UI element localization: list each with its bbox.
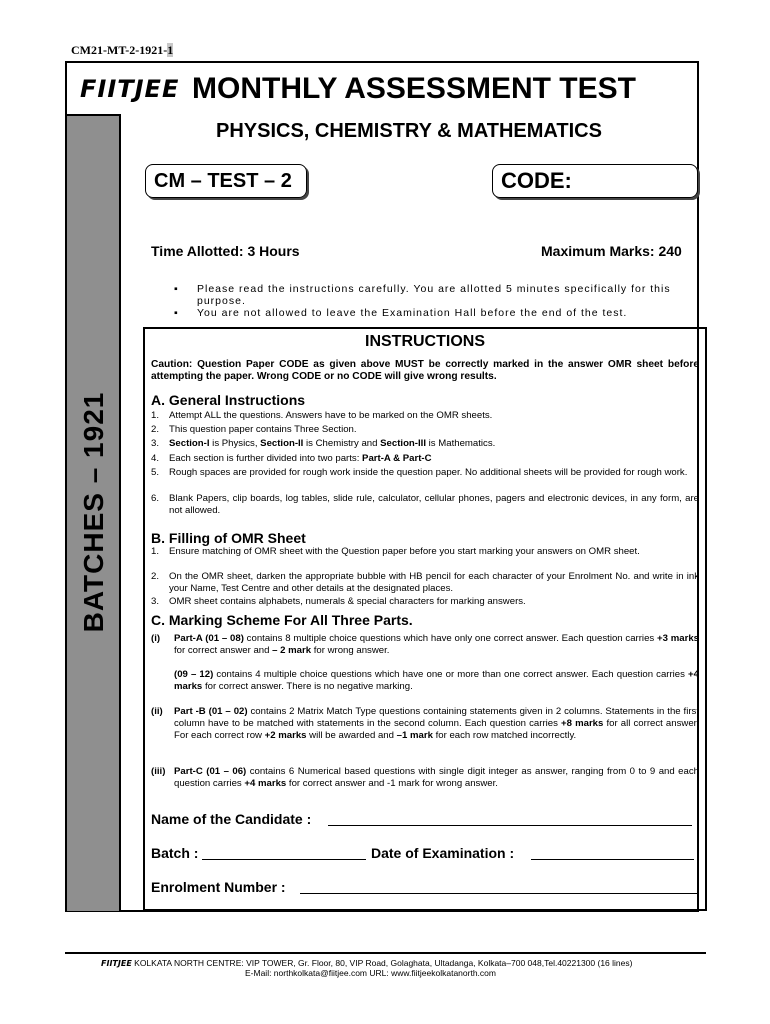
code-box[interactable] xyxy=(492,164,698,198)
list-item: 3. Section-I is Physics, Section-II is Chemistry and Section-III is Mathematics. xyxy=(151,438,496,449)
bullet-icon: ▪ xyxy=(174,283,179,295)
footer-rule xyxy=(65,952,706,954)
list-item: 1. Ensure matching of OMR sheet with the Question paper before you start marking your answers on OMR sheet. xyxy=(151,546,640,557)
footer-address: FIITJEE KOLKATA NORTH CENTRE: VIP TOWER, Gr. Floor, 80, VIP Road, Golaghata, Ultadanga, Kolkata–700 048,Tel.40221300 (16 lines) xyxy=(101,958,633,968)
page-title: MONTHLY ASSESSMENT TEST xyxy=(192,72,636,105)
document-code-suffix: 1 xyxy=(167,43,174,57)
candidate-name-label: Name of the Candidate : xyxy=(151,811,312,827)
enrolment-label: Enrolment Number : xyxy=(151,879,286,895)
subjects-line: PHYSICS, CHEMISTRY & MATHEMATICS xyxy=(216,120,602,142)
exam-date-label: Date of Examination : xyxy=(371,845,515,861)
fiitjee-logo: FIITJEE xyxy=(80,75,180,103)
document-code: CM21-MT-2-1921-1 xyxy=(71,43,174,57)
list-item: 5. Rough spaces are provided for rough work inside the question paper. No additional sheets will be provided for rough work. xyxy=(151,467,688,478)
list-item: 2. On the OMR sheet, darken the appropriate bubble with HB pencil for each character of your Enrolment No. and write in ink your Name, Test Centre and other details at the designated places. xyxy=(151,571,699,594)
enrolment-line[interactable] xyxy=(300,880,698,894)
marking-scheme-item: (09 – 12) contains 4 multiple choice questions which have one or more than one correct answer. Each question carries +4 marks for correct answer. There is no negative marking. xyxy=(174,669,699,692)
footer-logo: FIITJEE xyxy=(101,959,132,968)
candidate-name-line[interactable] xyxy=(328,812,692,826)
caution-text: Caution: Question Paper CODE as given above MUST be correctly marked in the answer OMR sheet before attempting the paper. Wrong CODE or no CODE will give wrong results. xyxy=(151,359,699,382)
test-label-box xyxy=(145,164,307,198)
batch-label: Batch : xyxy=(151,845,199,861)
list-item: 4. Each section is further divided into two parts: Part-A & Part-C xyxy=(151,453,432,464)
section-b-heading: B. Filling of OMR Sheet xyxy=(151,530,306,546)
list-item: 1. Attempt ALL the questions. Answers have to be marked on the OMR sheets. xyxy=(151,410,493,421)
batch-line[interactable] xyxy=(202,846,366,860)
note-item: ▪ You are not allowed to leave the Examination Hall before the end of the test. xyxy=(174,307,628,319)
footer-contact: E-Mail: northkolkata@fiitjee.com URL: www.fiitjeekolkatanorth.com xyxy=(245,968,496,978)
note-item: ▪ Please read the instructions carefully. You are allotted 5 minutes specifically for this purpose. xyxy=(174,283,671,307)
instructions-title: INSTRUCTIONS xyxy=(365,333,485,350)
test-label: CM – TEST – 2 xyxy=(154,170,292,192)
exam-date-line[interactable] xyxy=(531,846,694,860)
list-item: 6. Blank Papers, clip boards, log tables, slide rule, calculator, cellular phones, pagers and electronic devices, in any form, are not allowed. xyxy=(151,493,699,516)
section-a-heading: A. General Instructions xyxy=(151,392,306,408)
code-label: CODE: xyxy=(501,168,572,193)
side-batch-label: BATCHES – 1921 xyxy=(78,391,109,633)
marking-scheme-item: (ii) Part -B (01 – 02) contains 2 Matrix Match Type questions containing statements given in 2 columns. Statements in the first column have to be matched with statements in the second column. Each question carries +8 marks for all correct answer. For each correct row +2 marks will be awarded and –1 mark for each row matched incorrectly. xyxy=(151,706,700,741)
maximum-marks: Maximum Marks: 240 xyxy=(541,243,682,259)
marking-scheme-item: (i) Part-A (01 – 08) contains 8 multiple choice questions which have only one correct answer. Each question carries +3 marks for correct answer and – 2 mark for wrong answer. xyxy=(151,633,700,656)
marking-scheme-item: (iii) Part-C (01 – 06) contains 6 Numerical based questions with single digit integer as answer, ranging from 0 to 9 and each question carries +4 marks for correct answer and -1 mark for wrong answer. xyxy=(151,766,699,789)
bullet-icon: ▪ xyxy=(174,307,179,319)
list-item: 3. OMR sheet contains alphabets, numerals & special characters for marking answers. xyxy=(151,596,526,607)
list-item: 2. This question paper contains Three Section. xyxy=(151,424,357,435)
time-allotted: Time Allotted: 3 Hours xyxy=(151,243,300,259)
section-c-heading: C. Marking Scheme For All Three Parts. xyxy=(151,612,413,628)
